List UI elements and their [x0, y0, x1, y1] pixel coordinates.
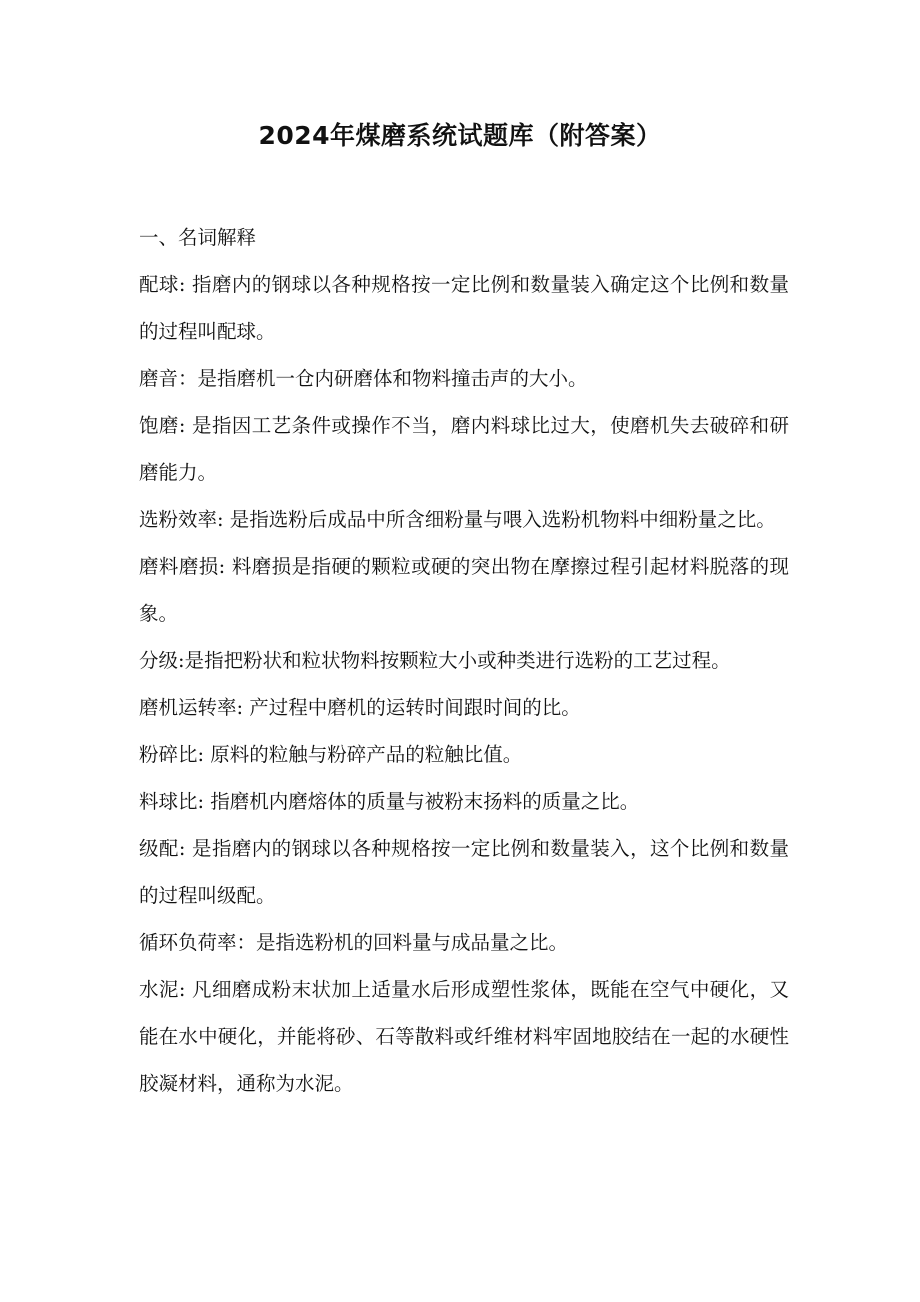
term-name: 磨音 — [139, 367, 179, 390]
term-entry-baomo — [139, 402, 789, 496]
term-separator: : — [178, 273, 186, 296]
term-name: 水泥 — [139, 978, 179, 1001]
term-separator: : — [197, 790, 205, 813]
term-separator: : — [217, 508, 224, 531]
term-entry-fensuibi — [139, 731, 789, 778]
term-name: 磨料磨损 — [139, 555, 219, 578]
term-name: 料球比 — [139, 790, 198, 813]
term-definition: 凡细磨成粉末状加上适量水后形成塑性浆体，既能在空气中硬化，又能在水中硬化，并能将砂、石等散料或纤维材料牢固地胶结在一起的水硬性胶凝材料，通称为水泥。 — [139, 978, 789, 1095]
term-entry-moyin — [139, 355, 789, 402]
term-separator: : — [236, 696, 244, 719]
term-definition: 料磨损是指硬的颗粒或硬的突出物在摩擦过程引起材料脱落的现象。 — [139, 555, 789, 625]
term-name: 级配 — [139, 837, 179, 860]
term-definition: 产过程中磨机的运转时间跟时间的比。 — [249, 696, 581, 719]
term-entry-xuanfen-xiaolv — [139, 496, 789, 543]
term-entry-shuini — [139, 966, 789, 1107]
term-definition: 是指磨内的钢球以各种规格按一定比例和数量装入，这个比例和数量的过程叫级配。 — [139, 837, 789, 907]
term-separator: : — [178, 837, 186, 860]
term-entry-moliao-mosun — [139, 543, 789, 637]
term-name: 磨机运转率 — [139, 696, 237, 719]
term-entry-moji-yunzhuanlv — [139, 684, 789, 731]
term-name: 配球 — [139, 273, 179, 296]
term-definition: 是指选粉后成品中所含细粉量与喂入选粉机物料中细粉量之比。 — [229, 508, 776, 531]
term-entry-peiqiu — [139, 261, 789, 355]
term-entry-fenji — [139, 637, 789, 684]
term-definition: 是指选粉机的回料量与成品量之比。 — [256, 931, 569, 954]
term-entry-jipei — [139, 825, 789, 919]
term-separator: ： — [236, 931, 257, 954]
term-name: 饱磨 — [139, 414, 179, 437]
term-definition: 指磨机内磨熔体的质量与被粉末扬料的质量之比。 — [210, 790, 640, 813]
term-entry-xunhuan-fuhelv — [139, 919, 789, 966]
term-definition: 原料的粒触与粉碎产品的粒触比值。 — [210, 743, 523, 766]
section-heading: 一、名词解释 — [139, 226, 257, 249]
term-definition: 是指因工艺条件或操作不当，磨内料球比过大，使磨机失去破碎和研磨能力。 — [139, 414, 789, 484]
term-separator: ： — [178, 367, 198, 390]
term-entry-liaoqiubi — [139, 778, 789, 825]
document-body — [139, 214, 789, 1107]
term-separator: : — [218, 555, 226, 578]
term-separator: : — [197, 743, 205, 766]
term-name: 分级 — [139, 649, 179, 672]
term-definition: 是指把粉状和粒状物料按颗粒大小或种类进行选粉的工艺过程。 — [184, 649, 731, 672]
term-name: 粉碎比 — [139, 743, 198, 766]
term-definition: 是指磨机一仓内研磨体和物料撞击声的大小。 — [197, 367, 588, 390]
term-separator: : — [178, 978, 186, 1001]
term-separator: : — [178, 649, 185, 672]
term-separator: : — [178, 414, 186, 437]
term-name: 循环负荷率 — [139, 931, 237, 954]
document-title: 2024年煤磨系统试题库（附答案） — [258, 121, 662, 150]
term-name: 选粉效率 — [139, 508, 218, 531]
term-definition: 指磨内的钢球以各种规格按一定比例和数量装入确定这个比例和数量的过程叫配球。 — [139, 273, 789, 343]
